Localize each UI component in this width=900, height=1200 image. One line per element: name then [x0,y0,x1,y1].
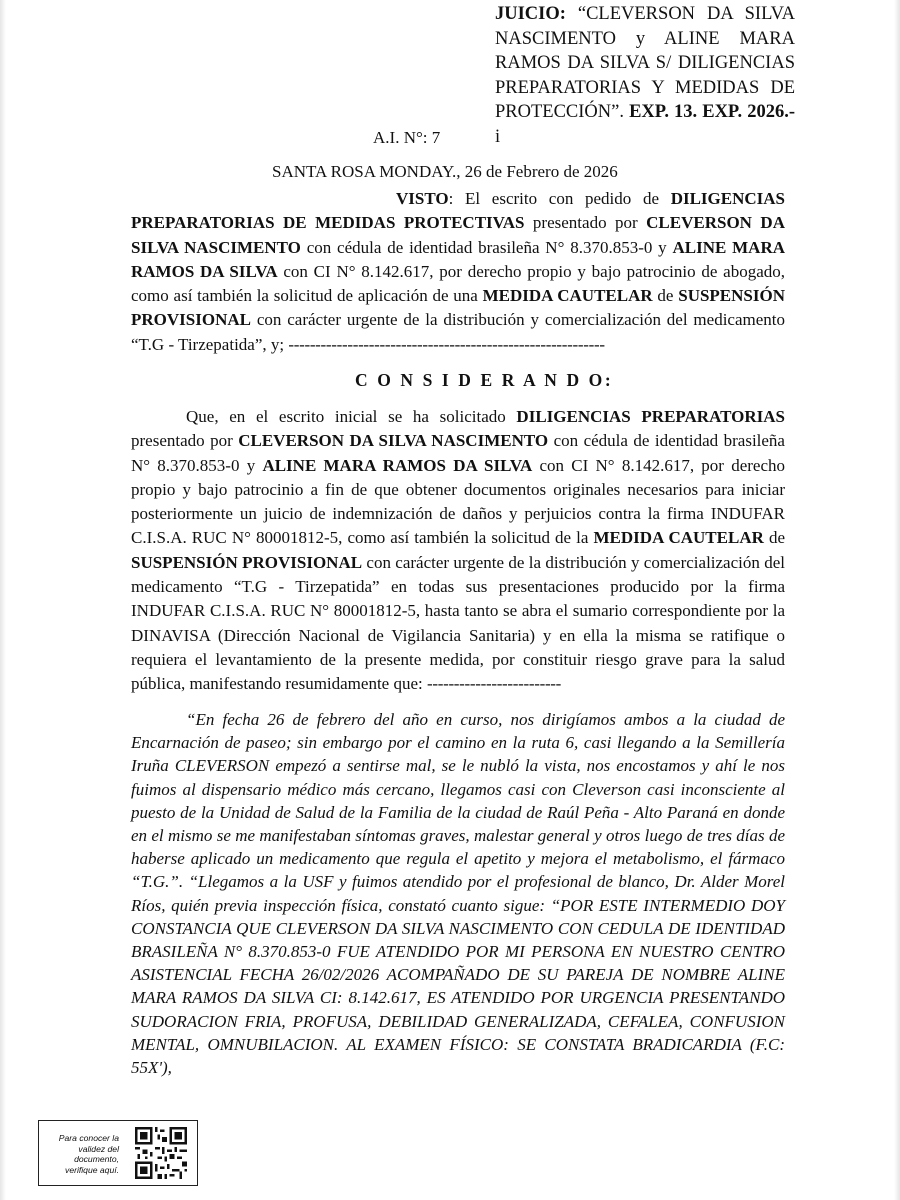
considerando-dashes: ------------------------- [427,674,562,694]
visto-dashes: ----------------------------------------------------------- [288,334,605,354]
case-caption [495,2,795,149]
caption-text: “CLEVERSON DA SILVA NASCIMENTO y ALINE MARA RAMOS DA SILVA S/ DILIGENCIAS PREPARATORIAS Y MEDIDAS DE PROTECCIÓN”. [495,4,796,122]
caption-label: JUICIO: [495,4,566,24]
considerando-text-6: con carácter urgente de la distribución y comercialización del medicamento “T.G - Tirzepatida” en todas sus presentaciones producido por la firma INDUFAR C.I.S.A. RUC N° 80001812-5, hasta tanto se abra el sumario correspondiente por la DINAVISA (Dirección Nacional de Vigilancia Sanitaria) y en ella la misma se ratifique o requiera el levantamiento de la presente medida, por constituir riesgo grave para la salud pública, manifestando resumidamente que: [131,552,785,694]
considerando-bold-5: SUSPENSIÓN PROVISIONAL [131,552,363,572]
page-edge-right [894,0,900,1200]
visto-bold-2: CLEVERSON DA SILVA NASCIMENTO [131,213,785,257]
visto-text-2: presentado por [524,213,647,233]
considerando-text-1: Que, en el escrito inicial se ha solicitado [186,407,517,426]
considerando-text-3: con cédula de identidad brasileña N° 8.370.853-0 y [131,431,785,475]
visto-text-5: de [652,286,679,306]
visto-bold-1: DILIGENCIAS PREPARATORIAS DE MEDIDAS PROTECTIVAS [131,189,785,233]
considerando-heading: C O N S I D E R A N D O: [355,370,614,390]
verification-qr-box[interactable] [38,1120,198,1186]
auto-interlocutorio-number: A.I. N°: 7 [373,128,441,147]
qr-code-icon[interactable] [135,1127,187,1179]
date-line: SANTA ROSA MONDAY., 26 de Febrero de 2026 [272,162,618,181]
qr-label: Para conocer la validez del documento, verifique aquí. [58,1133,119,1175]
visto-text-6: con carácter urgente de la distribución y comercialización del medicamento “T.G - Tirzepatida”, y; [131,310,785,354]
considerando-paragraph [131,405,785,697]
considerando-bold-3: ALINE MARA RAMOS DA SILVA [262,455,533,475]
considerando-text-5: de [763,528,786,548]
visto-bold-3: ALINE MARA RAMOS DA SILVA [131,237,785,281]
caption-expediente: EXP. 13. EXP. 2026.- [629,102,796,122]
considerando-text-4: con CI N° 8.142.617, por derecho propio y bajo patrocinio a fin de que obtener documentos originales necesarios para iniciar posteriormente un juicio de indemnización de daños y perjuicios contra la firma INDUFAR C.I.S.A. RUC N° 80001812-5, como así también la solicitud de la [131,455,785,548]
caption-tail: i [495,126,501,147]
visto-paragraph [131,187,785,357]
page-edge-left [0,0,6,1200]
visto-text-4: con CI N° 8.142.617, por derecho propio y bajo patrocinio de abogado, como así también la solicitud de aplicación de una [131,261,785,306]
considerando-bold-1: DILIGENCIAS PREPARATORIAS [516,407,785,426]
considerando-text-2: presentado por [131,431,239,451]
visto-bold-4: MEDIDA CAUTELAR [482,286,653,306]
visto-bold-5: SUSPENSIÓN PROVISIONAL [131,286,785,330]
considerando-bold-2: CLEVERSON DA SILVA NASCIMENTO [238,431,549,451]
testimony-quote [131,708,785,1079]
considerando-bold-4: MEDIDA CAUTELAR [593,528,764,548]
visto-text-3: con cédula de identidad brasileña N° 8.370.853-0 y [300,237,673,257]
visto-text-1: : El escrito con pedido de [448,189,671,208]
visto-label: VISTO [396,189,449,208]
quote-text: “En fecha 26 de febrero del año en curso, nos dirigíamos ambos a la ciudad de Encarnación de paseo; sin embargo por el camino en la ruta 6, casi llegando a la Semillería Iruña CLEVERSON empezó a sentirse mal, se le nubló la vista, nos encostamos y ahí le nos fuimos al dispensario médico más cercano, llegamos casi con Cleverson casi inconsciente al puesto de la Unidad de Salud de la Familia de la ciudad de Raúl Peña - Alto Paraná en donde en el mismo se me manifestaban síntomas graves, malestar general y otros luego de tres días de haberse aplicado un medicamento que regula el apetito y mejora el metabolismo, el fármaco “T.G.”. “Llegamos a la USF y fuimos atendido por el profesional de blanco, Dr. Alder Morel Ríos, quién previa inspección física, constató cuanto sigue: “POR ESTE INTERMEDIO DOY CONSTANCIA QUE CLEVERSON DA SILVA NASCIMENTO CON CEDULA DE IDENTIDAD BRASILEÑA N° 8.370.853-0 FUE ATENDIDO POR MI PERSONA EN NUESTRO CENTRO ASISTENCIAL FECHA 26/02/2026 ACOMPAÑADO DE SU PAREJA DE NOMBRE ALINE MARA RAMOS DA SILVA CI: 8.142.617, ES ATENDIDO POR URGENCIA PRESENTANDO SUDORACION FRIA, PROFUSA, DEBILIDAD GENERALIZADA, CEFALEA, CONFUSION MENTAL, OMNUBILACION. AL EXAMEN FÍSICO: SE CONSTATA BRADICARDIA (F.C: 55X'), [131,710,785,1078]
